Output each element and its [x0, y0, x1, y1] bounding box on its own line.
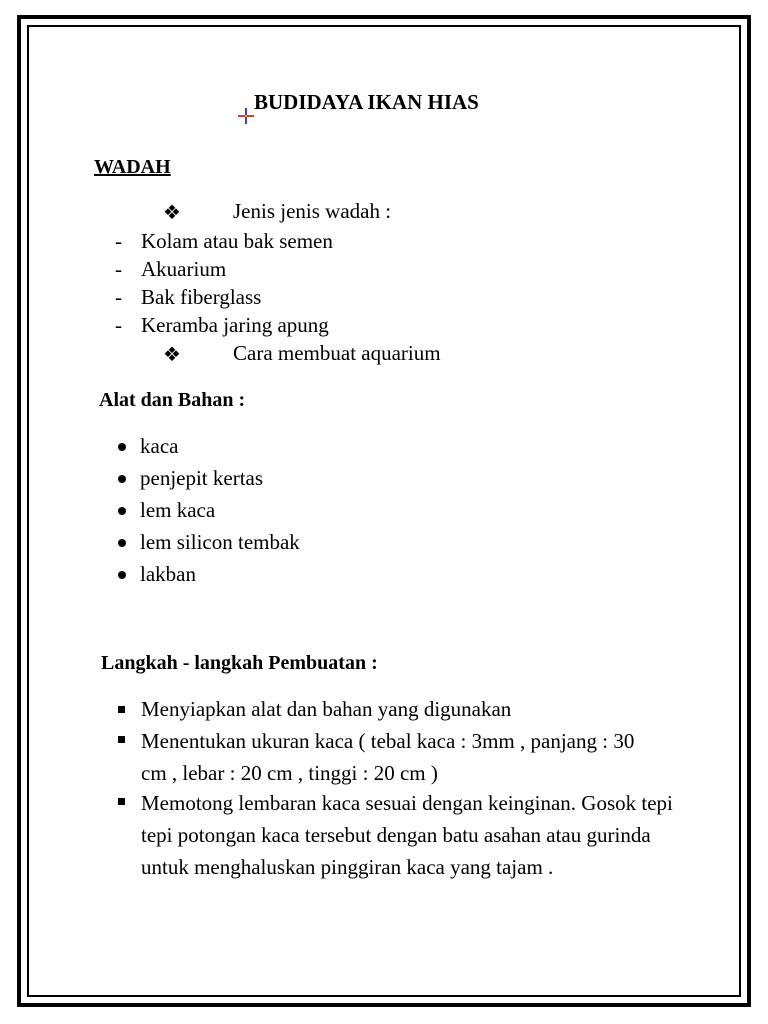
square-bullet-icon: [118, 798, 125, 805]
dash-bullet: -: [115, 285, 122, 309]
cara-membuat-heading: Cara membuat aquarium: [233, 341, 441, 365]
diamond-bullet-icon: ❖: [163, 344, 181, 366]
dash-bullet: -: [115, 229, 122, 253]
bullet-icon: [118, 571, 126, 579]
page-title: BUDIDAYA IKAN HIAS: [254, 90, 479, 114]
list-item: Bak fiberglass: [141, 285, 262, 309]
dash-bullet: -: [115, 257, 122, 281]
list-item: lem silicon tembak: [140, 530, 300, 554]
cross-marker-icon: [238, 108, 254, 124]
bullet-icon: [118, 539, 126, 547]
step-item: Memotong lembaran kaca sesuai dengan keinginan. Gosok tepi tepi potongan kaca tersebut dengan batu asahan atau gurinda untuk menghaluskan pinggiran kaca yang tajam .: [141, 791, 673, 879]
diamond-bullet-icon: ❖: [163, 202, 181, 224]
square-bullet-icon: [118, 706, 125, 713]
list-item: lakban: [140, 562, 196, 586]
list-item: kaca: [140, 434, 179, 458]
dash-bullet: -: [115, 313, 122, 337]
step-item: Menyiapkan alat dan bahan yang digunakan: [141, 697, 512, 721]
section-heading-wadah: WADAH: [94, 156, 171, 178]
list-item: lem kaca: [140, 498, 216, 522]
jenis-wadah-heading: Jenis jenis wadah :: [233, 199, 392, 223]
langkah-heading: Langkah - langkah Pembuatan :: [101, 652, 378, 674]
square-bullet-icon: [118, 736, 125, 743]
list-item: Akuarium: [141, 257, 227, 281]
list-item: Keramba jaring apung: [141, 313, 329, 337]
bullet-icon: [118, 507, 126, 515]
list-item: penjepit kertas: [140, 466, 264, 490]
step-item: Menentukan ukuran kaca ( tebal kaca : 3mm , panjang : 30 cm , lebar : 20 cm , tinggi : 20 cm ): [141, 729, 635, 785]
bullet-icon: [118, 443, 126, 451]
bullet-icon: [118, 475, 126, 483]
alat-bahan-heading: Alat dan Bahan :: [99, 389, 246, 411]
list-item: Kolam atau bak semen: [141, 229, 333, 253]
